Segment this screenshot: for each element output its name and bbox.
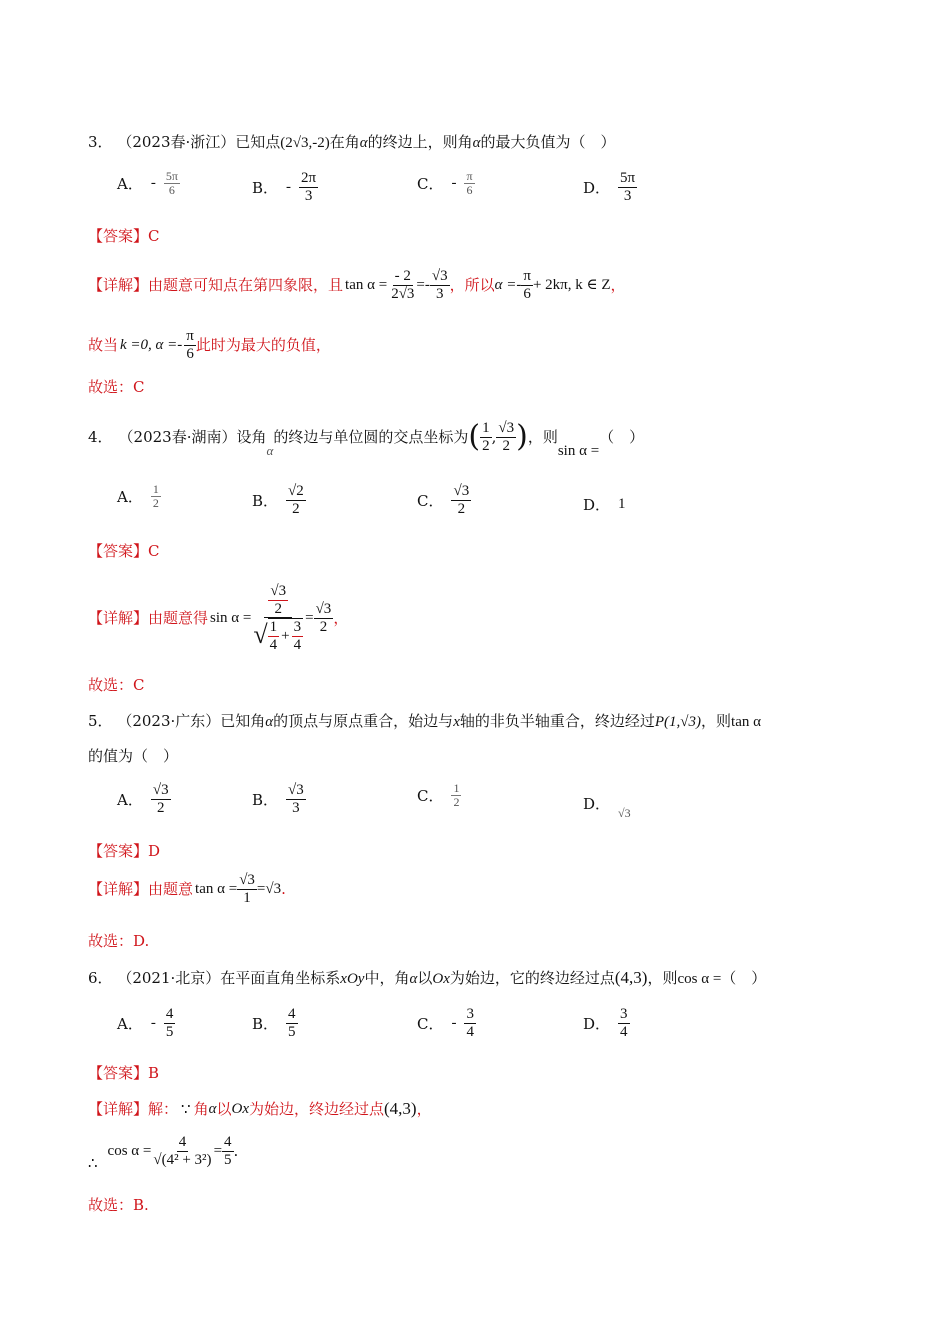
fraction-numerator: √3 (431, 268, 448, 284)
fraction-numerator: √2 (288, 483, 304, 499)
q6-stem-text-d: 为始边，它的终边经过点 (449, 969, 615, 987)
paren-right: ) (516, 419, 528, 454)
fraction-numerator: √3 (288, 782, 304, 798)
option-letter: A． (117, 175, 143, 194)
fraction-numerator: 4 (224, 1134, 232, 1150)
q3-answer: 【答案】C (88, 227, 160, 245)
fraction-denominator: 4 (620, 1023, 628, 1040)
option-fraction (451, 782, 461, 809)
detail-tan: tan α = (195, 881, 238, 897)
q4-option-d[interactable] (583, 494, 626, 515)
detail-fraction (184, 328, 196, 362)
detail-text-d: 为始边，终边经过点 (248, 1100, 384, 1118)
detail-tan: tan α = (345, 277, 388, 293)
fraction-numerator: √3 (239, 872, 255, 888)
q6-choose: 故选：B. (88, 1196, 149, 1214)
detail-text-e: ， (416, 1100, 432, 1118)
detail-text-b: ，所以 (449, 276, 495, 294)
detail-general: + 2kπ, k ∈ Z (532, 277, 611, 293)
detail-text-c: 以 (216, 1100, 232, 1118)
detail-fraction-2 (430, 268, 450, 302)
fraction-numerator: 3 (293, 619, 302, 635)
option-sign: - (451, 175, 457, 192)
fraction-numerator: π (186, 328, 194, 344)
fraction-denominator: 2 (502, 437, 510, 454)
q6-stem (88, 967, 766, 990)
plus: + (281, 627, 290, 644)
because-symbol: ∵ (181, 1100, 191, 1118)
option-fraction (286, 483, 306, 517)
q6-stem-text-b: 中，角 (364, 969, 410, 987)
fraction-numerator: 1 (453, 781, 460, 795)
option-letter: D． (583, 795, 611, 813)
q4-answer: 【答案】C (88, 542, 160, 560)
fraction-denominator: 5 (224, 1151, 232, 1168)
q4-option-a[interactable] (117, 483, 161, 510)
q3-option-b[interactable] (252, 170, 318, 204)
detail-result (222, 1134, 234, 1168)
detail-end: ， (333, 609, 349, 627)
option-fraction (618, 1006, 630, 1040)
detail-alpha: α (208, 1101, 217, 1117)
fraction-denominator: 2 (457, 500, 466, 517)
detail-k-value: k =0, α =- (120, 337, 183, 353)
option-letter: A． (117, 1014, 143, 1033)
fraction-numerator: √3 (270, 583, 287, 599)
fraction-numerator: - 2 (394, 268, 411, 284)
q5-stem-text-a: 已知角 (220, 712, 266, 730)
option-letter: A． (117, 790, 143, 809)
q5-stem-text-c: 轴的非负半轴重合，终边经过 (459, 712, 655, 730)
q5-choose: 故选：D. (88, 932, 150, 950)
q4-stem-text-b: 的终边与单位圆的交点坐标为 (273, 428, 469, 446)
option-value: √3 (618, 806, 631, 820)
q3-point: (2√3,-2) (280, 135, 330, 151)
option-letter: C． (417, 175, 444, 194)
option-letter: A． (117, 488, 143, 507)
fraction-numerator: √3 (315, 601, 332, 617)
fraction-numerator: √3 (152, 782, 169, 798)
detail-fraction-1 (389, 268, 416, 302)
fraction-numerator: π (523, 268, 531, 284)
fraction-denominator: 6 (186, 345, 194, 362)
detail-sin: sin α = (210, 610, 252, 626)
q3-option-d[interactable] (583, 170, 637, 204)
q4-stem-text-c: ，则 (527, 428, 558, 446)
fraction-denominator: 3 (436, 285, 444, 302)
fraction-numerator: 4 (178, 1134, 187, 1150)
q5-x: x (453, 714, 460, 730)
fraction-numerator: 2π (301, 170, 317, 186)
q5-tan: tan α (731, 714, 761, 730)
option-letter: C． (417, 787, 444, 806)
fraction-denominator: 3 (292, 799, 300, 816)
fraction-denominator: 2 (152, 496, 159, 511)
detail-fraction (237, 872, 257, 906)
q5-option-c[interactable] (417, 782, 461, 809)
option-fraction (286, 782, 306, 816)
option-fraction (164, 1006, 176, 1040)
q5-number: 5． (88, 712, 113, 730)
option-letter: B． (252, 790, 279, 809)
q3-stem-text-a: 已知点 (235, 133, 281, 151)
q4-detail (88, 570, 348, 666)
option-fraction (464, 170, 474, 197)
q5-source: （2023·广东） (117, 712, 221, 730)
fraction-numerator: 1 (152, 482, 159, 496)
fraction-denominator: 4 (466, 1023, 474, 1040)
option-sign: - (150, 175, 156, 192)
q5-alpha: α (265, 714, 274, 730)
detail-eq: = (305, 610, 314, 626)
q5-answer: 【答案】D (88, 842, 161, 860)
big-fraction-numerator (264, 583, 292, 618)
q3-option-c[interactable] (417, 170, 475, 197)
q6-detail-line2 (88, 1134, 239, 1172)
q4-stem-text-a: 设角 (236, 428, 267, 446)
q3-source: （2023春·浙江） (117, 133, 236, 151)
fraction-denominator: 3 (623, 187, 632, 204)
fraction-denominator: 3 (304, 187, 313, 204)
detail-text-c: 此时为最大的负值， (195, 336, 331, 354)
option-letter: B． (252, 1014, 279, 1033)
option-letter: C． (417, 491, 444, 510)
q3-choose: 故选：C (88, 378, 145, 396)
fraction-denominator: 6 (466, 183, 473, 198)
detail-alpha-eq: α =- (494, 277, 522, 293)
detail-text-e: ， (610, 276, 626, 294)
q3-stem (88, 131, 616, 154)
q6-option-a[interactable] (117, 1006, 175, 1040)
fraction-denominator: 5 (165, 1023, 174, 1040)
q6-option-c[interactable] (417, 1006, 476, 1040)
detail-label: 【详解】 (88, 609, 149, 627)
paren-left: ( (468, 419, 481, 454)
q6-stem-text-f: （ ） (721, 969, 767, 987)
q3-option-a[interactable] (117, 170, 180, 197)
fraction-denominator: 2 (482, 437, 490, 454)
option-letter: D． (583, 1014, 611, 1033)
option-sign: - (150, 1014, 156, 1031)
q3-stem-text-d: 的最大负值为（ ） (480, 133, 616, 151)
therefore-symbol: ∴ (88, 1154, 98, 1172)
q6-point: (4,3) (614, 968, 648, 987)
fraction-denominator: 2 (453, 795, 460, 810)
q3-stem-text-c: 的终边上，则角 (367, 133, 473, 151)
detail-point: (4,3) (384, 1099, 417, 1118)
q6-answer: 【答案】B (88, 1064, 160, 1082)
fraction-numerator: √3 (498, 420, 515, 436)
q3-number: 3． (88, 133, 113, 151)
detail-text-a: 由题意可知点在第四象限，且 (148, 276, 344, 294)
fraction-denominator: 2 (319, 618, 328, 635)
q5-stem-text-b: 的顶点与原点重合，始边与 (273, 712, 454, 730)
q4-sin: sin α = (557, 443, 600, 459)
option-sign: - (286, 178, 292, 195)
radicand-fraction-2 (292, 619, 304, 653)
option-fraction (299, 170, 318, 204)
detail-text-a: 由题意得 (148, 609, 209, 627)
q6-cos: cos α = (677, 971, 722, 987)
q5-stem-text-d: ，则 (701, 712, 732, 730)
fraction-denominator: 6 (168, 183, 175, 198)
q6-number: 6． (88, 969, 113, 987)
fraction-numerator: π (466, 169, 473, 183)
q5-option-a[interactable] (117, 782, 171, 816)
fraction-denominator: 2 (156, 799, 165, 816)
fraction-numerator: 5π (620, 170, 636, 186)
detail-big-fraction (251, 583, 305, 653)
detail-end: . (233, 1142, 239, 1160)
fraction-denominator: 4 (293, 636, 302, 653)
fraction-denominator: 2√3 (391, 285, 415, 302)
q4-option-c[interactable] (417, 483, 471, 517)
q3-alpha: α (359, 135, 368, 151)
option-value: 1 (618, 496, 626, 512)
option-fraction (464, 1006, 476, 1040)
fraction-numerator: 3 (466, 1006, 474, 1022)
q6-xoy: xOy (340, 971, 365, 987)
detail-cos: cos α = (107, 1143, 152, 1159)
q3-detail-line2 (88, 328, 331, 362)
fraction-numerator: 1 (269, 619, 278, 635)
fraction-denominator: √(4² + 3²) (153, 1151, 212, 1168)
detail-eq: = (213, 1143, 223, 1159)
option-letter: C． (417, 1014, 444, 1033)
q4-stem-text-d: （ ） (599, 428, 645, 446)
q6-option-d[interactable] (583, 1006, 630, 1040)
option-letter: D． (583, 178, 611, 197)
fraction-numerator: √3 (453, 483, 470, 499)
fraction-denominator: 2 (274, 600, 282, 617)
fraction-denominator: 1 (243, 889, 251, 906)
option-fraction (451, 483, 471, 517)
fraction-denominator: 6 (523, 285, 531, 302)
q5-point: P(1,√3) (654, 714, 702, 730)
q4-number: 4． (88, 428, 113, 446)
option-letter: D． (583, 496, 611, 514)
detail-eq: =- (416, 277, 430, 293)
fraction-numerator: 1 (482, 420, 490, 436)
fraction-denominator: 2 (292, 500, 300, 517)
q6-detail (88, 1098, 432, 1120)
detail-label: 【详解】 (88, 880, 149, 898)
q4-point-x (480, 420, 492, 454)
option-fraction (286, 1006, 298, 1040)
q5-detail (88, 872, 286, 906)
radicand-fraction-1 (268, 619, 280, 653)
fraction-numerator: 3 (620, 1006, 628, 1022)
detail-result (314, 601, 334, 635)
q4-alpha: α (266, 443, 274, 458)
option-sign: - (451, 1014, 457, 1031)
q3-detail (88, 268, 626, 302)
inner-fraction (268, 583, 288, 617)
detail-label: 【详解】 (88, 276, 149, 294)
q4-point-y (496, 420, 516, 454)
option-letter: B． (252, 491, 279, 510)
q6-stem-text-c: 以 (417, 969, 433, 987)
detail-label: 【详解】 (88, 1100, 149, 1118)
fraction-numerator: 4 (288, 1006, 296, 1022)
fraction-numerator: 5π (165, 169, 178, 183)
q4-source: （2023春·湖南） (118, 428, 237, 446)
option-fraction (151, 483, 161, 510)
q3-alpha-2: α (472, 135, 481, 151)
q4-choose: 故选：C (88, 676, 145, 694)
q5-option-b[interactable] (252, 782, 306, 816)
q3-stem-text-b: 在角 (329, 133, 360, 151)
q6-source: （2021·北京） (117, 969, 221, 987)
detail-fraction-3 (521, 268, 533, 302)
detail-result: =√3 (256, 881, 282, 897)
option-fraction (164, 170, 180, 197)
q6-stem-text-a: 在平面直角坐标系 (220, 969, 341, 987)
detail-end: . (281, 880, 286, 898)
q6-alpha: α (409, 971, 418, 987)
fraction-denominator: 4 (269, 636, 278, 653)
fraction-numerator: 4 (165, 1006, 174, 1022)
q5-stem (88, 710, 761, 733)
detail-text: 故当 (88, 336, 119, 354)
big-fraction-denominator (251, 618, 305, 653)
q6-stem-text-e: ，则 (647, 969, 678, 987)
q6-ox: Ox (432, 971, 450, 987)
detail-fraction (151, 1134, 213, 1168)
q5-option-d[interactable] (583, 793, 631, 820)
comma: , (491, 428, 497, 446)
q6-option-b[interactable] (252, 1006, 298, 1040)
sqrt-radicand (268, 618, 303, 653)
q5-stem-line2: 的值为（ ） (88, 747, 179, 765)
detail-text-b: 角 (193, 1100, 209, 1118)
sqrt-sign: √ (253, 620, 268, 650)
option-fraction (618, 170, 637, 204)
q4-option-b[interactable] (252, 483, 306, 517)
fraction-denominator: 5 (288, 1023, 296, 1040)
detail-ox: Ox (231, 1101, 249, 1117)
detail-text-a: 解： (148, 1100, 179, 1118)
option-letter: B． (252, 178, 279, 197)
q4-stem (88, 419, 645, 459)
detail-text-a: 由题意 (148, 880, 194, 898)
option-fraction (151, 782, 171, 816)
